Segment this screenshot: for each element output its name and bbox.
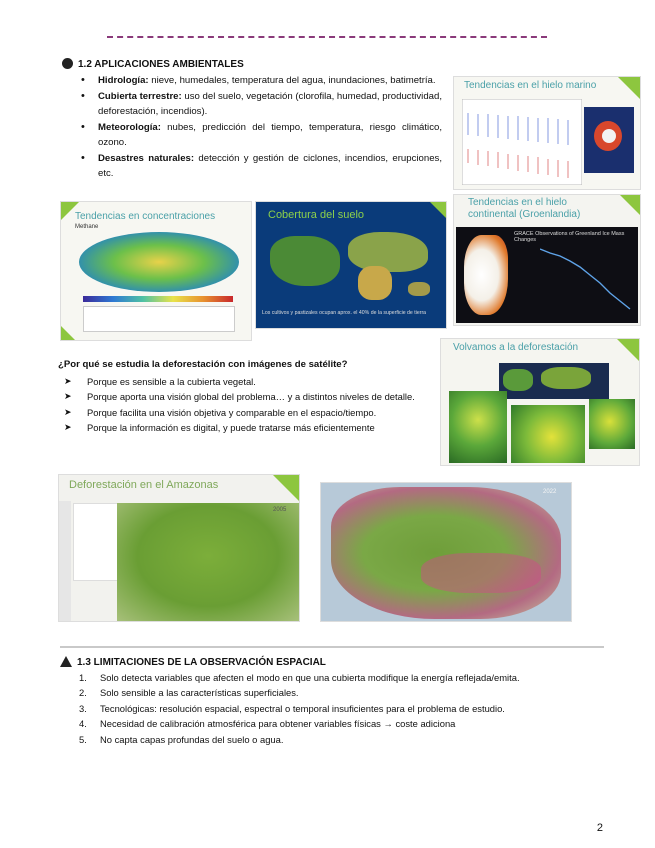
deforestation-back-figure [440,338,640,466]
section-divider [60,646,604,648]
warning-icon [60,656,72,667]
list-item: ➤ Porque aporta una visión global del problema… y a distintos niveles de detalle. [60,389,435,404]
list-item: 5. No capta capas profundas del suelo o agua. [79,733,284,745]
list-item: • Cubierta terrestre: uso del suelo, vegetación (clorofila, humedad, productividad, deforestación, incendios). [78,89,442,120]
amazon-title: Deforestación en el Amazonas [69,479,219,491]
land-cover-title: Cobertura del suelo [268,209,365,221]
list-item: ➤ Porque la información es digital, y puede tratarse más eficientemente [60,420,435,435]
sea-ice-title: Tendencias en el hielo marino [464,80,597,91]
sea-ice-chart [462,99,582,185]
greenland-figure: Tendencias en el hielo continental (Groenlandia) GRACE Observations of Greenland Ice Mass Changes [453,194,641,326]
why-question: ¿Por qué se estudia la deforestación con imágenes de satélite? [58,359,348,370]
reasons-list [60,374,435,436]
sea-ice-figure [453,76,641,190]
amazon-2022-figure: 2022 [320,482,572,622]
concentrations-title: Tendencias en concentraciones [75,211,216,222]
list-item: 4. Necesidad de calibración atmosférica para obtener variables físicas → coste adiciona [79,718,456,730]
land-cover-figure: Cobertura del suelo Los cultivos y pastizales ocupan aprox. el 40% de la superficie de tierra [255,201,447,329]
top-dashed-divider [107,36,547,38]
list-item: 2. Solo sensible a las características superficiales. [79,687,299,699]
concentrations-figure: Tendencias en concentraciones Methane [60,201,252,341]
list-item: • Hidrología: nieve, humedales, temperatura del agua, inundaciones, batimetría. [78,73,442,89]
applications-list [78,73,442,182]
list-item: 1. Solo detecta variables que afecten el modo en que una cubierta modifique la energía reflejada/emita. [79,672,520,683]
list-item: 3. Tecnológicas: resolución espacial, espectral o temporal insuficientes para el problema de estudio. [79,702,505,714]
list-item: ➤ Porque es sensible a la cubierta vegetal. [60,374,435,389]
list-item: • Meteorología: nubes, predicción del tiempo, temperatura, riesgo climático, ozono. [78,120,442,151]
greenland-title: Tendencias en el hielo continental (Groenlandia) [468,197,581,220]
deforestation-back-title: Volvamos a la deforestación [453,342,579,353]
section-13-heading: 1.3 LIMITACIONES DE LA OBSERVACIÓN ESPACIAL [60,656,326,668]
amazon-2005-figure: Deforestación en el Amazonas 2005 [58,474,300,622]
section-12-heading: 1.2 APLICACIONES AMBIENTALES [62,58,244,70]
limitations-list [60,670,605,747]
globe-icon [62,58,73,69]
list-item: • Desastres naturales: detección y gestión de ciclones, incendios, erupciones, etc. [78,151,442,182]
list-item: ➤ Porque facilita una visión objetiva y comparable en el espacio/tiempo. [60,405,435,420]
page-number: 2 [596,822,603,834]
